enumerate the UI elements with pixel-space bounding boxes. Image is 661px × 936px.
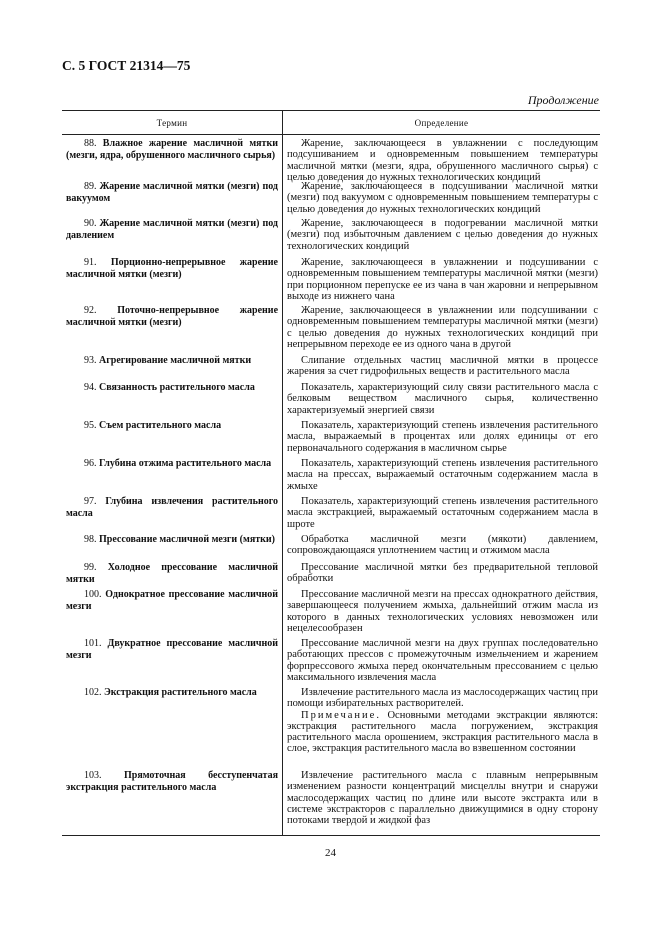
- term-name: Порционно-непрерывное жарение масличной мятки (мезги): [66, 257, 278, 280]
- term-name: Поточно-непрерывное жарение масличной мятки (мезги): [66, 305, 279, 328]
- table-row: [62, 417, 600, 455]
- term-number: 92.: [84, 305, 97, 316]
- term-definition: Показатель, характеризующий степень извлечения растительного масла, выражаемый в процентах или долях единицы от его первоначального содержания в масличном сырье: [287, 420, 598, 454]
- term-number: 100.: [84, 589, 102, 600]
- term-name: Однократное прессование масличной мезги: [66, 589, 279, 612]
- term-definition: Показатель, характеризующий степень извлечения растительного масла на прессах, выражаемый остаточным содержанием масла в жмыхе: [287, 458, 598, 492]
- term-definition: Прессование масличной мятки без предварительной тепловой обработки: [287, 562, 598, 585]
- term-name: Влажное жарение масличной мятки (мезги, ядра, обрушенного масличного сырья): [66, 138, 278, 161]
- term-definition: Обработка масличной мезги (мякоти) давлением, сопровождающаяся уплотнением частиц и отжимом масла: [287, 534, 598, 557]
- note-text: Основными методами экстракции являются: экстракция растительного масла погружением, экстракция растительного масла орошением, экстракция растительного масла в слое, экстракция растительного масла во взвешенном состоянии: [287, 709, 599, 755]
- term-definition: Извлечение растительного масла с плавным непрерывным изменением разности концентраций мисцеллы внутри и снаружи маслосодержащих частиц по длине или высоте экстракта или в системе экстракторов с параллельно движущимися в одну сторону потоками твердой и жидкой фаз: [287, 770, 598, 827]
- term-definition: Извлечение растительного масла из маслосодержащих частиц при помощи избирательных растворителей.: [287, 687, 598, 710]
- table-header: [62, 111, 600, 135]
- table-row: [62, 767, 600, 835]
- term-number: 94.: [84, 382, 97, 393]
- term-number: 99.: [84, 562, 97, 573]
- term-definition: Прессование масличной мезги на двух группах последовательно работающих прессов с промежуточным измельчением и жарением форпрессового жмыха перед окончательным прессованием с целью максимального извлечения масла: [287, 638, 598, 683]
- term-number: 96.: [84, 458, 97, 469]
- page-number: 24: [325, 847, 336, 859]
- term-name: Холодное прессование масличной мятки: [66, 562, 278, 585]
- term-definition: Показатель, характеризующий степень извлечения растительного масла экстракцией, выражаемый остаточным содержанием масла в шроте: [287, 496, 598, 530]
- term-name: Связанность растительного масла: [99, 382, 255, 393]
- term-definition: Жарение, заключающееся в подогревании масличной мятки (мезги) под избыточным давлением с целью доведения до нужных технологических кондиций: [287, 218, 598, 252]
- table-row: [62, 178, 600, 215]
- term-number: 98.: [84, 534, 97, 545]
- table-row: [62, 559, 600, 586]
- term-name: Прессование масличной мезги (мятки): [99, 534, 275, 545]
- table-row: [62, 455, 600, 493]
- term-definition: Жарение, заключающееся в увлажнении с последующим подсушиванием и одновременным повышением температуры масличной мятки (мезги, ядра, обрушенного масличного сырья) с целью доведения до нужных технологических кондиций: [287, 138, 598, 183]
- term-number: 101.: [84, 638, 102, 649]
- term-number: 103.: [84, 770, 102, 781]
- page-header: С. 5 ГОСТ 21314—75: [62, 58, 191, 73]
- term-number: 102.: [84, 687, 102, 698]
- term-name: Жарение масличной мятки (мезги) под вакуумом: [66, 181, 278, 204]
- term-number: 89.: [84, 181, 97, 192]
- table-row: [62, 302, 600, 352]
- term-definition: Слипание отдельных частиц масличной мятки в процессе жарения за счет гидрофильных веществ и растительного масла: [287, 355, 598, 378]
- table-row: [62, 135, 600, 183]
- term-name: Съем растительного масла: [99, 420, 222, 431]
- table-row: [62, 379, 600, 417]
- term-name: Прямоточная бесступенчатая экстракция растительного масла: [66, 770, 278, 793]
- term-definition: Показатель, характеризующий силу связи растительного масла с белковым веществом масличного сырья, количественно характеризуемый энергией связи: [287, 382, 598, 416]
- note: [287, 710, 598, 755]
- table-row: [62, 586, 600, 635]
- term-number: 93.: [84, 355, 97, 366]
- term-name: Глубина отжима растительного масла: [99, 458, 272, 469]
- continuation-label: Продолжение: [527, 93, 599, 107]
- terms-table: [62, 110, 600, 836]
- term-name: Агрегирование масличной мятки: [99, 355, 252, 366]
- term-name: Двукратное прессование масличной мезги: [66, 638, 278, 661]
- term-name: Жарение масличной мятки (мезги) под давлением: [66, 218, 278, 241]
- column-header-definition: Определение: [282, 111, 600, 134]
- table-row: [62, 531, 600, 559]
- note-label: Примечание.: [301, 709, 381, 721]
- table-row: [62, 352, 600, 379]
- term-definition: Жарение, заключающееся в увлажнении и подсушивании с одновременным повышением температуры масличной мятки (мезги) при порционном перепуске ее из чана в чан жаровни и непрерывном выходе из нижнего чана: [287, 257, 598, 302]
- term-number: 90.: [84, 218, 97, 229]
- table-row: [62, 493, 600, 531]
- term-number: 88.: [84, 138, 97, 149]
- term-definition: Жарение, заключающееся в увлажнении или подсушивании с одновременным повышением температуры масличной мятки (мезги) с целью доведения до нужных технологических кондиций при непрерывном переходе ее из одного чана в другой: [287, 305, 598, 350]
- table-row: [62, 254, 600, 302]
- table-row: [62, 684, 600, 767]
- term-name: Глубина извлечения растительного масла: [66, 496, 279, 519]
- table-row: [62, 635, 600, 684]
- term-name: Экстракция растительного масла: [104, 687, 257, 698]
- term-number: 91.: [84, 257, 97, 268]
- table-row: [62, 215, 600, 254]
- term-number: 95.: [84, 420, 97, 431]
- term-definition: Прессование масличной мезги на прессах однократного действия, завершающееся получением жмыха, дальнейший отжим масла из которого в данных технологических условиях невозможен или нецелесообразен: [287, 589, 598, 634]
- column-header-term: Термин: [156, 117, 188, 128]
- term-number: 97.: [84, 496, 97, 507]
- term-definition: Жарение, заключающееся в подсушивании масличной мятки (мезги) под вакуумом с одновременным повышением температуры с целью доведения до нужных технологических кондиций: [287, 181, 598, 215]
